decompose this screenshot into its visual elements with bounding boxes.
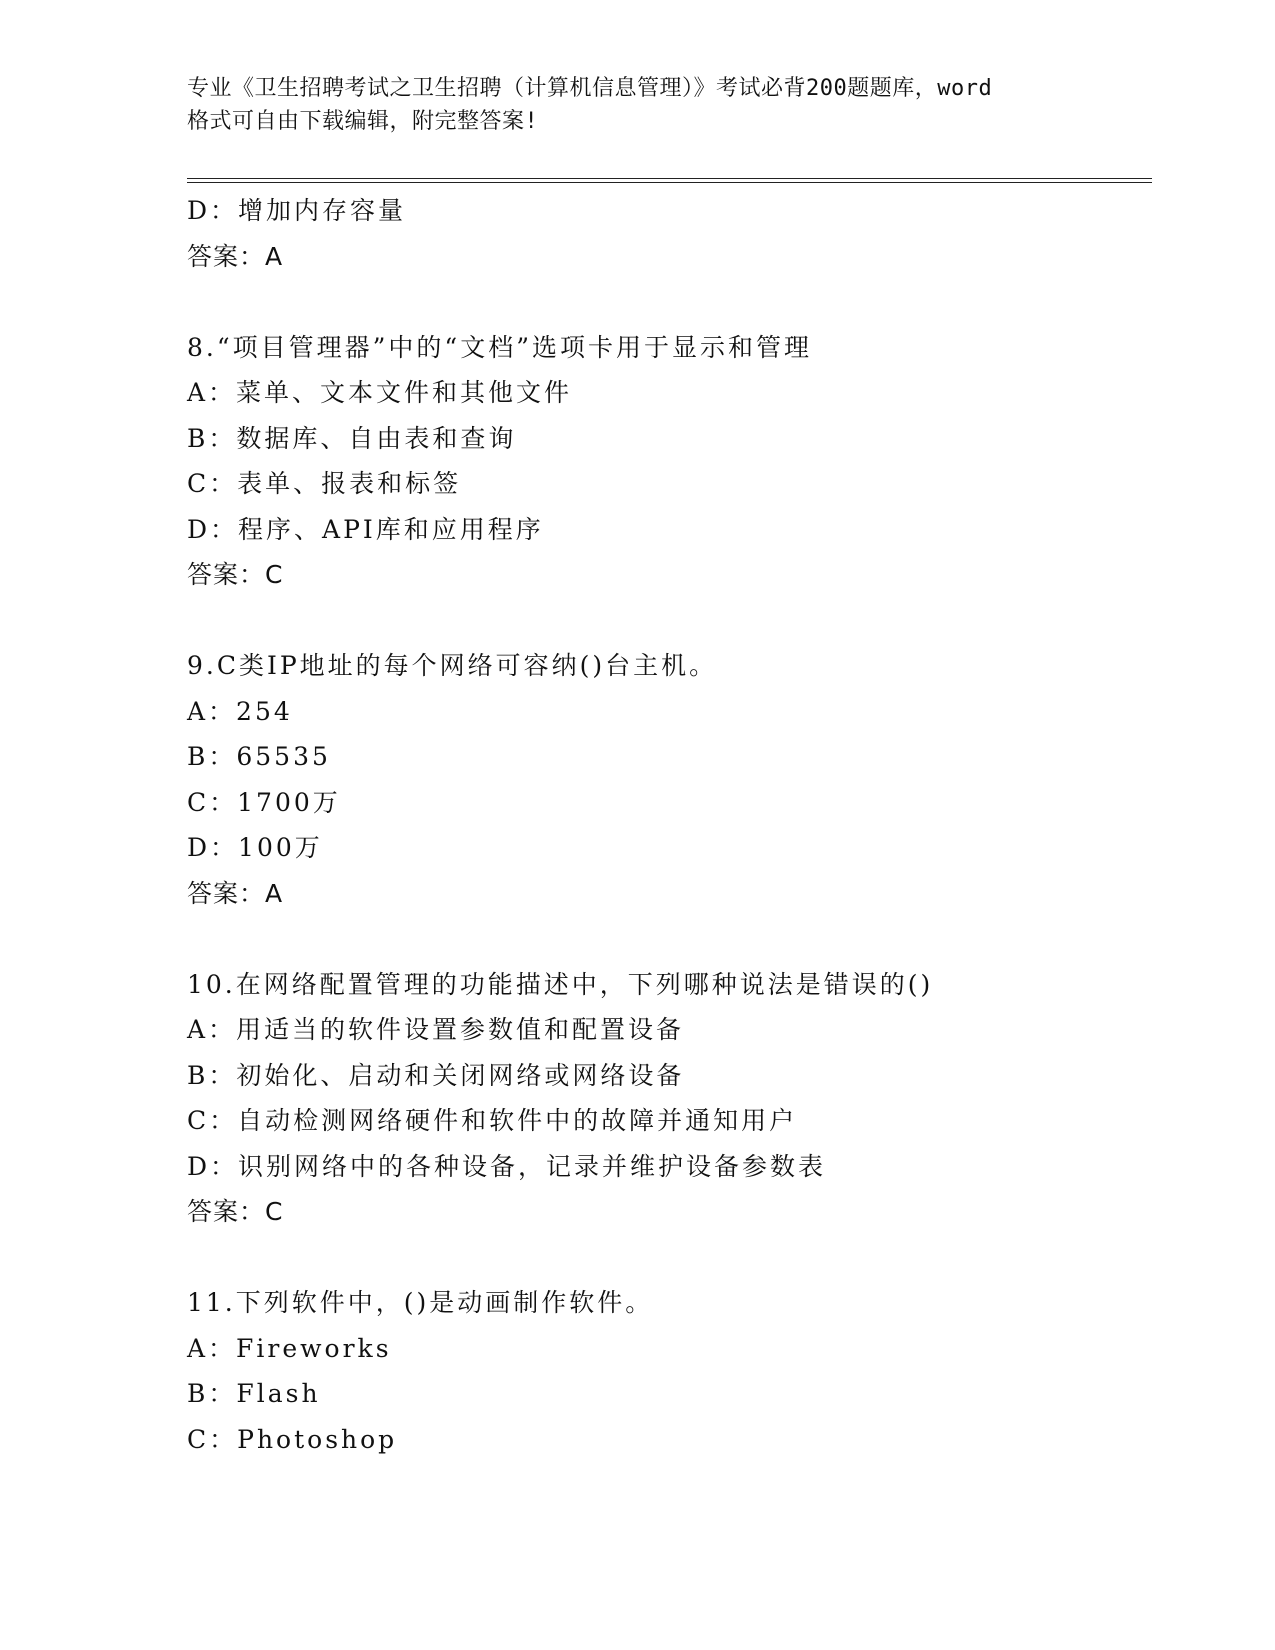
- option-a: A：254: [187, 696, 293, 726]
- question-stem: 8.“项目管理器”中的“文档”选项卡用于显示和管理: [187, 332, 812, 362]
- option-a: A：用适当的软件设置参数值和配置设备: [187, 1015, 685, 1044]
- question-block: [187, 962, 1147, 1235]
- question-block: [187, 1280, 1147, 1462]
- option-b: B：数据库、自由表和查询: [187, 423, 517, 453]
- question-list: [187, 188, 1147, 1462]
- option-c: C：1700万: [187, 787, 341, 817]
- spacer: [187, 1235, 1147, 1281]
- answer-line: 答案：C: [187, 1197, 284, 1226]
- question-stem: 11.下列软件中，()是动画制作软件。: [187, 1288, 654, 1317]
- header-divider: [187, 178, 1152, 183]
- option-d: D：增加内存容量: [187, 196, 407, 225]
- option-c: C：自动检测网络硬件和软件中的故障并通知用户: [187, 1106, 798, 1135]
- option-b: B：Flash: [187, 1379, 321, 1408]
- option-b: B：初始化、启动和关闭网络或网络设备: [187, 1060, 685, 1090]
- option-a: A：菜单、文本文件和其他文件: [187, 378, 573, 407]
- answer-line: 答案：C: [187, 560, 284, 589]
- spacer: [187, 598, 1147, 644]
- question-block: [187, 643, 1147, 916]
- option-d: D：识别网络中的各种设备，记录并维护设备参数表: [187, 1151, 827, 1181]
- option-d: D：100万: [187, 833, 323, 862]
- question-stem: 9.C类IP地址的每个网络可容纳()台主机。: [187, 651, 718, 680]
- option-a: A：Fireworks: [187, 1333, 392, 1363]
- option-d: D：程序、API库和应用程序: [187, 514, 544, 544]
- spacer: [187, 916, 1147, 962]
- answer-line: 答案：A: [187, 241, 284, 271]
- header-line-2: 格式可自由下载编辑，附完整答案!: [187, 109, 539, 134]
- option-c: C：表单、报表和标签: [187, 469, 462, 498]
- question-block: [187, 325, 1147, 598]
- document-header: [187, 72, 1087, 138]
- question-stem: 10.在网络配置管理的功能描述中，下列哪种说法是错误的(): [187, 969, 934, 999]
- option-c: C：Photoshop: [187, 1424, 398, 1454]
- option-b: B：65535: [187, 742, 331, 771]
- answer-line: 答案：A: [187, 878, 284, 908]
- header-line-1: 专业《卫生招聘考试之卫生招聘（计算机信息管理）》考试必背200题题库，word: [187, 76, 993, 101]
- spacer: [187, 279, 1147, 325]
